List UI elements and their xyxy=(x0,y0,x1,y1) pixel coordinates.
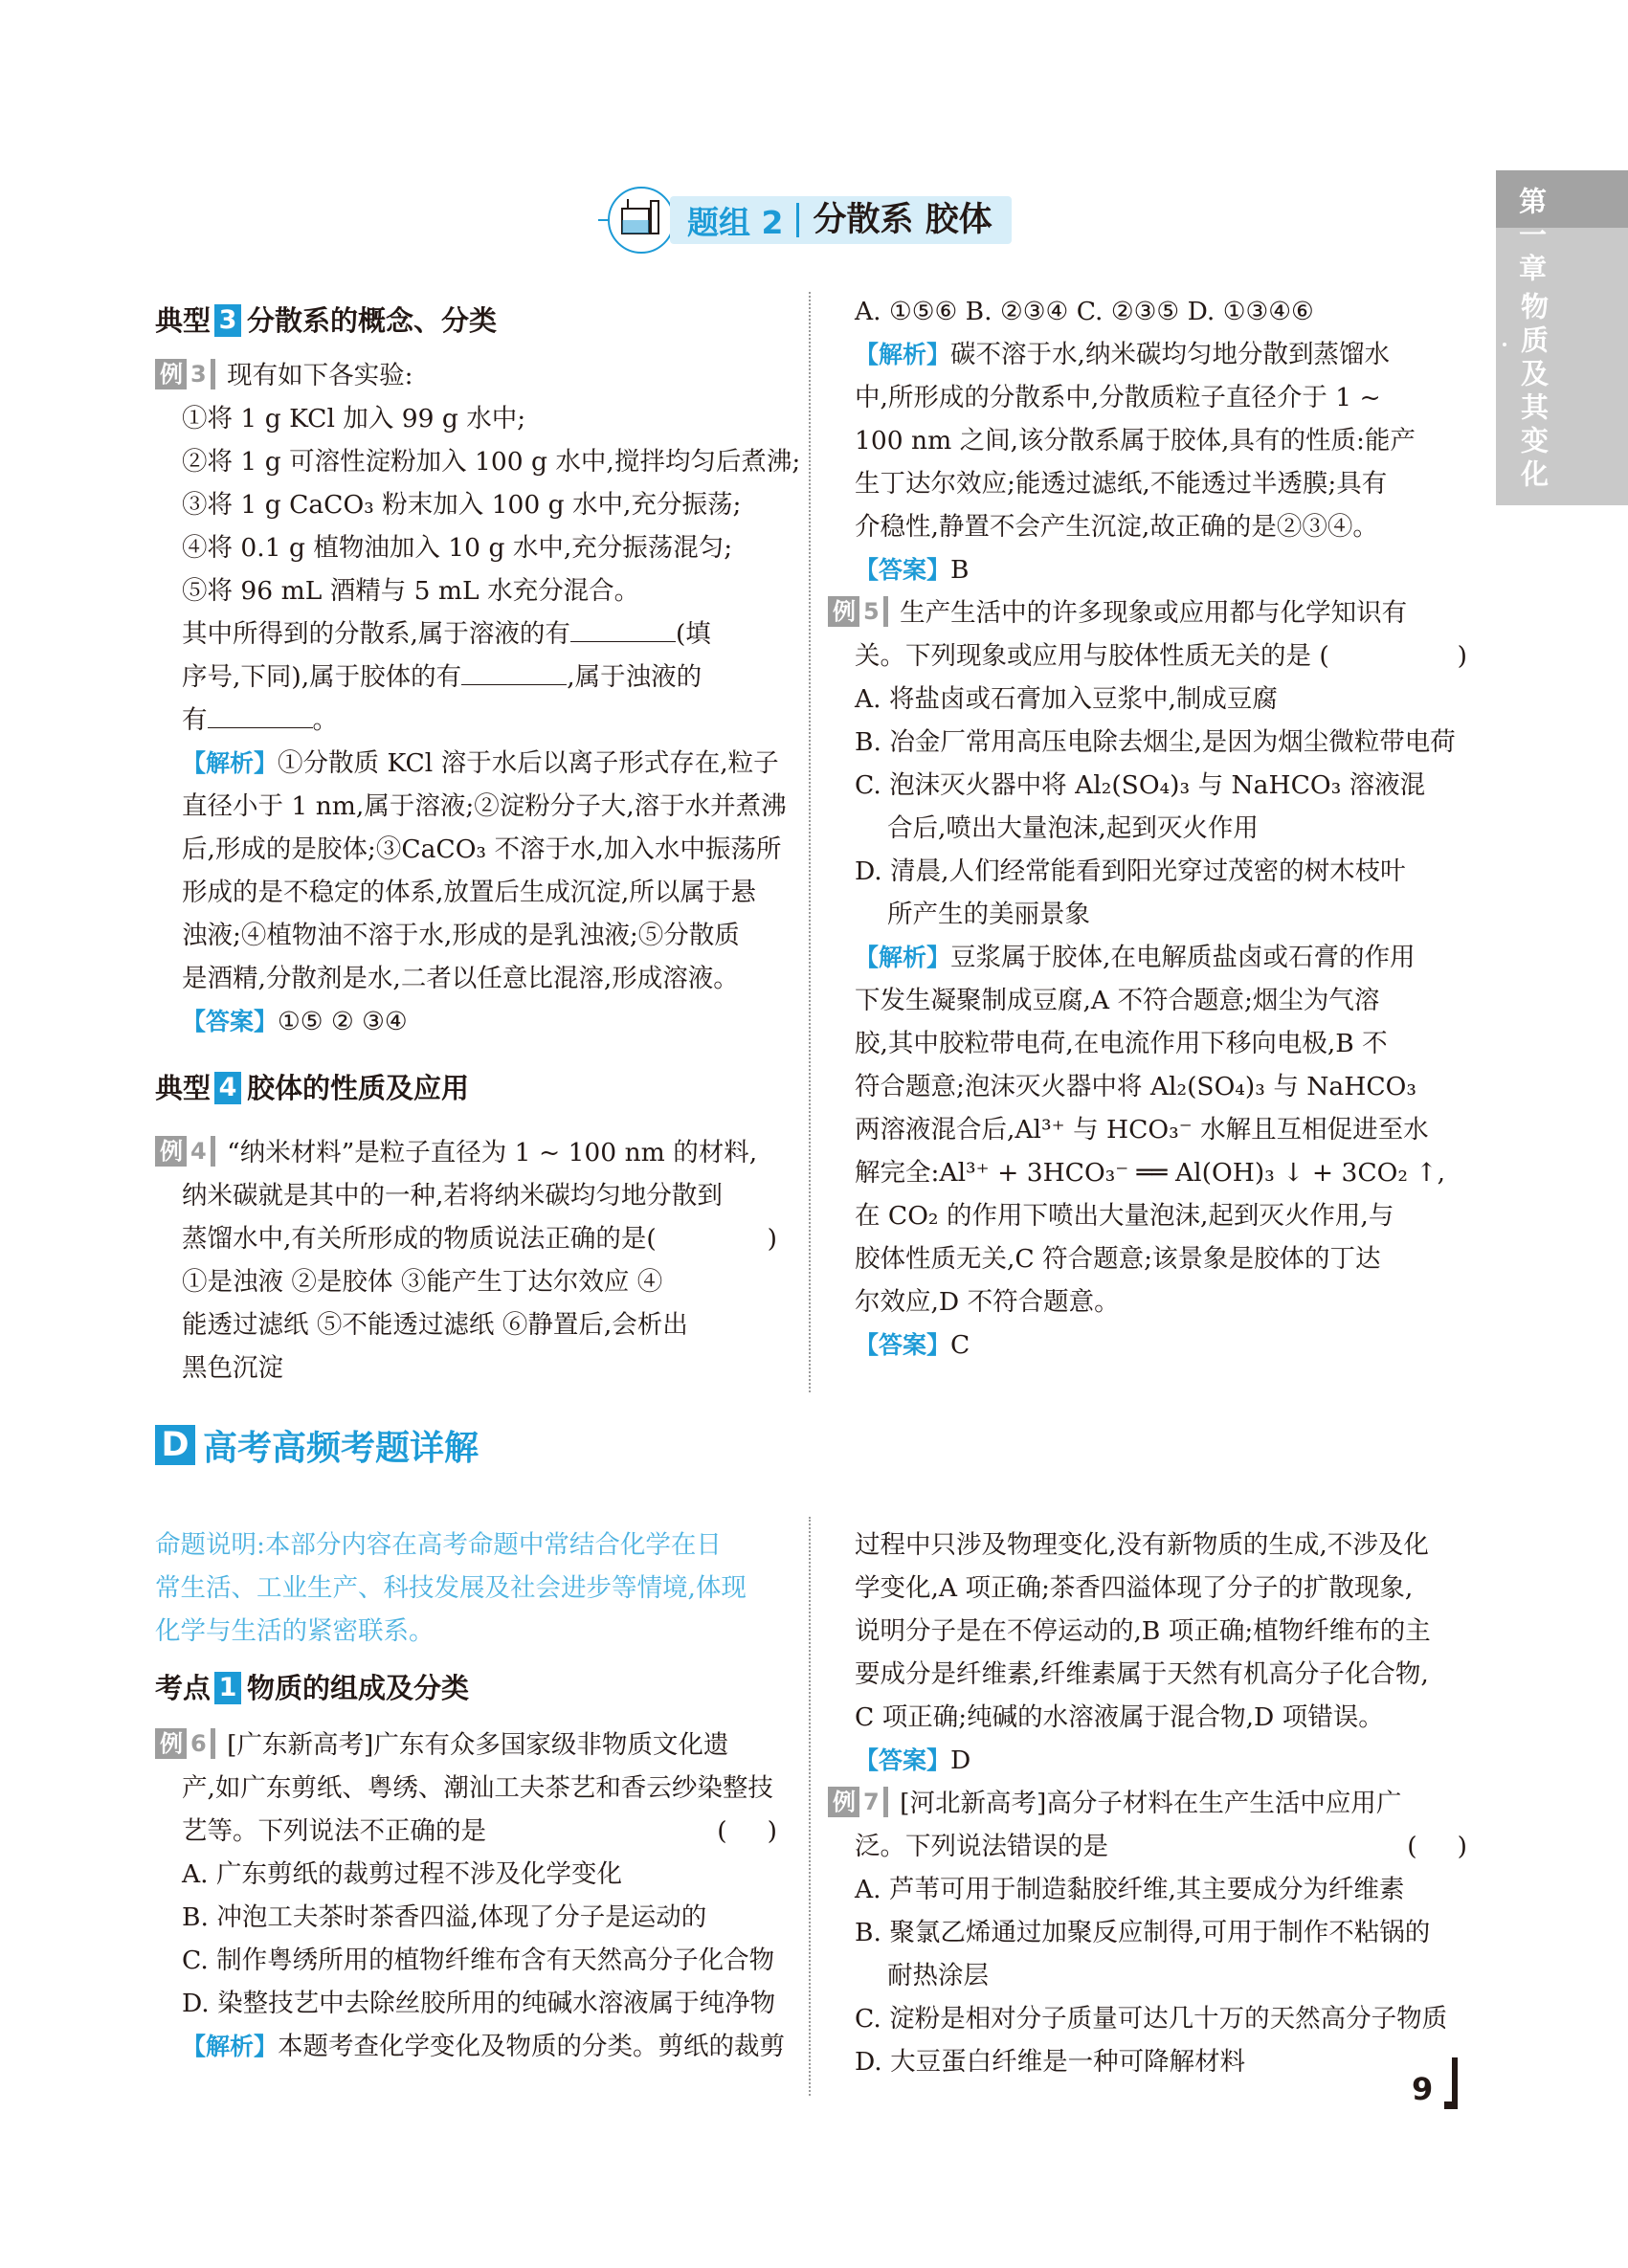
example-5-option: B. 冶金厂常用高压电除去烟尘,是因为烟尘微粒带电荷 xyxy=(855,727,1456,757)
point-title: 物质的组成及分类 xyxy=(247,1671,470,1704)
example-4-options: A. ①⑤⑥ B. ②③④ C. ②③⑤ D. ①③④⑥ xyxy=(855,297,1314,326)
note-line: 命题说明:本部分内容在高考命题中常结合化学在日 xyxy=(155,1530,722,1560)
example-4-line: 黑色沉淀 xyxy=(182,1353,283,1383)
analysis-line: 解完全:Al³⁺ + 3HCO₃⁻ ══ Al(OH)₃ ↓ + 3CO₂ ↑, xyxy=(855,1158,1446,1188)
chapter-title: 物质及其变化 xyxy=(1517,292,1550,493)
example-7-option: C. 淀粉是相对分子质量可达几十万的天然高分子物质 xyxy=(855,2004,1448,2034)
example-4-intro: 例 4 “纳米材料”是粒子直径为 1 ~ 100 nm 的材料, xyxy=(155,1131,787,1174)
typical-4-heading xyxy=(155,1064,787,1112)
note-line: 常生活、工业生产、科技发展及社会进步等情境,体现 xyxy=(155,1573,747,1603)
analysis-line: C 项正确;纯碱的水溶液属于混合物,D 项错误。 xyxy=(855,1702,1384,1732)
example-3-intro xyxy=(155,354,787,397)
section-d-heading xyxy=(155,1416,479,1474)
analysis-line: 过程中只涉及物理变化,没有新物质的生成,不涉及化 xyxy=(855,1530,1429,1560)
side-tab-dot xyxy=(1503,343,1506,346)
example-5-analysis: 【解析】豆浆属于胶体,在电解质盐卤或石膏的作用 xyxy=(855,943,1416,972)
analysis-line: 生丁达尔效应;能透过滤纸,不能透过半透膜;具有 xyxy=(855,469,1388,499)
analysis-line: 胶,其中胶粒带电荷,在电流作用下移向电极,B 不 xyxy=(855,1029,1388,1058)
example-7-option: A. 芦苇可用于制造黏胶纤维,其主要成分为纤维素 xyxy=(855,1875,1405,1904)
analysis-line: 介稳性,静置不会产生沉淀,故正确的是②③④。 xyxy=(855,512,1378,542)
point-1-heading xyxy=(155,1664,787,1712)
example-4-line: 能透过滤纸 ⑤不能透过滤纸 ⑥静置后,会析出 xyxy=(182,1310,688,1340)
analysis-line: 说明分子是在不停运动的,B 项正确;植物纤维布的主 xyxy=(855,1616,1431,1646)
example-7-option: 耐热涂层 xyxy=(887,1961,989,1990)
example-5-intro: 例 5 生产生活中的许多现象或应用都与化学知识有 xyxy=(828,591,1486,634)
example-5-option: D. 清晨,人们经常能看到阳光穿过茂密的树木枝叶 xyxy=(855,856,1406,886)
typical-3-heading xyxy=(155,297,787,345)
right-column-lower xyxy=(833,1523,1486,2083)
group-title: 分散系 胶体 xyxy=(796,203,992,237)
group-header xyxy=(579,182,1058,258)
analysis-line: 直径小于 1 nm,属于溶液;②淀粉分子大,溶于水并煮沸 xyxy=(182,791,787,821)
example-5-option: 合后,喷出大量泡沫,起到灭火作用 xyxy=(887,813,1259,843)
page-number-bar xyxy=(1452,2057,1458,2107)
example-4-line: ①是浊液 ②是胶体 ③能产生丁达尔效应 ④ xyxy=(182,1267,663,1297)
example-3-question: 有 。 xyxy=(182,705,338,735)
example-6-option: B. 冲泡工夫茶时茶香四溢,体现了分子是运动的 xyxy=(182,1902,707,1932)
example-3-analysis: 【解析】①分散质 KCl 溶于水后以离子形式存在,粒子 xyxy=(182,748,779,778)
typical-prefix: 典型 xyxy=(155,1071,212,1104)
example-tag: 例 3 xyxy=(155,359,215,389)
point-prefix: 考点 xyxy=(155,1671,212,1704)
typical-prefix: 典型 xyxy=(155,303,212,337)
example-5-option: 所产生的美丽景象 xyxy=(887,900,1090,929)
example-6-option: C. 制作粤绣所用的植物纤维布含有天然高分子化合物 xyxy=(182,1946,775,1975)
note-line: 化学与生活的紧密联系。 xyxy=(155,1616,435,1646)
analysis-line: 尔效应,D 不符合题意。 xyxy=(855,1287,1120,1317)
example-3-item: ②将 1 g 可溶性淀粉加入 100 g 水中,搅拌均匀后煮沸; xyxy=(182,447,801,477)
group-title-badge xyxy=(670,196,1012,244)
example-5-option: A. 将盐卤或石膏加入豆浆中,制成豆腐 xyxy=(855,684,1278,714)
section-title: 高考高频考题详解 xyxy=(203,1428,479,1468)
right-column xyxy=(833,290,1486,1367)
example-3-line: 现有如下各实验: xyxy=(227,361,413,390)
analysis-line: 后,形成的是胶体;③CaCO₃ 不溶于水,加入水中振荡所 xyxy=(182,834,782,864)
example-6-line: 产,如广东剪纸、粤绣、潮汕工夫茶艺和香云纱染整技 xyxy=(182,1773,773,1803)
analysis-line: 是酒精,分散剂是水,二者以任意比混溶,形成溶液。 xyxy=(182,964,739,993)
example-tag: 例 6 xyxy=(155,1728,215,1759)
example-7-line: 泛。下列说法错误的是 ( ) xyxy=(855,1832,1467,1861)
example-7-intro: 例 7 [河北新高考]高分子材料在生产生活中应用广 xyxy=(828,1782,1486,1825)
example-6-line: 艺等。下列说法不正确的是 ( ) xyxy=(182,1816,777,1846)
example-6-answer: 【答案】D xyxy=(855,1745,971,1775)
page-number-mark xyxy=(1444,2101,1458,2109)
example-7-option: D. 大豆蛋白纤维是一种可降解材料 xyxy=(855,2047,1246,2077)
analysis-line: 学变化,A 项正确;茶香四溢体现了分子的扩散现象, xyxy=(855,1573,1414,1603)
analysis-line: 浊液;④植物油不溶于水,形成的是乳浊液;⑤分散质 xyxy=(182,921,740,950)
analysis-line: 下发生凝聚制成豆腐,A 不符合题意;烟尘为气溶 xyxy=(855,986,1380,1015)
example-7-option: B. 聚氯乙烯通过加聚反应制得,可用于制作不粘锅的 xyxy=(855,1918,1431,1947)
analysis-line: 两溶液混合后,Al³⁺ 与 HCO₃⁻ 水解且互相促进至水 xyxy=(855,1115,1429,1145)
analysis-line: 在 CO₂ 的作用下喷出大量泡沫,起到灭火作用,与 xyxy=(855,1201,1394,1231)
column-divider xyxy=(809,1517,811,2096)
chapter-label: 第一章 xyxy=(1515,187,1548,287)
page-number: 9 xyxy=(1412,2071,1434,2107)
point-number: 1 xyxy=(214,1672,241,1704)
section-badge: D xyxy=(155,1425,195,1465)
typical-number: 4 xyxy=(214,1072,241,1104)
example-4-analysis: 【解析】碳不溶于水,纳米碳均匀地分散到蒸馏水 xyxy=(855,340,1390,369)
example-6-option: D. 染整技艺中去除丝胶所用的纯碱水溶液属于纯净物 xyxy=(182,1989,776,2018)
example-5-option: C. 泡沫灭火器中将 Al₂(SO₄)₃ 与 NaHCO₃ 溶液混 xyxy=(855,770,1426,800)
example-3-question: 序号,下同),属于胶体的有 ,属于浊液的 xyxy=(182,662,702,692)
analysis-line: 形成的是不稳定的体系,放置后生成沉淀,所以属于悬 xyxy=(182,878,756,907)
typical-title: 胶体的性质及应用 xyxy=(247,1071,470,1104)
example-3-item: ③将 1 g CaCO₃ 粉末加入 100 g 水中,充分振荡; xyxy=(182,490,742,520)
group-label: 题组 2 xyxy=(687,203,784,241)
left-column-lower xyxy=(155,1523,787,2068)
example-tag: 例 7 xyxy=(828,1787,888,1817)
analysis-line: 100 nm 之间,该分散系属于胶体,具有的性质:能产 xyxy=(855,426,1416,456)
column-divider xyxy=(809,292,811,1392)
example-tag: 例 5 xyxy=(828,596,888,627)
analysis-line: 符合题意;泡沫灭火器中将 Al₂(SO₄)₃ 与 NaHCO₃ xyxy=(855,1072,1416,1101)
example-3-question: 其中所得到的分散系,属于溶液的有 (填 xyxy=(182,619,711,649)
example-3-item: ④将 0.1 g 植物油加入 10 g 水中,充分振荡混匀; xyxy=(182,533,733,563)
example-4-answer: 【答案】B xyxy=(855,555,970,585)
example-4-line: 纳米碳就是其中的一种,若将纳米碳均匀地分散到 xyxy=(182,1181,723,1211)
typical-number: 3 xyxy=(214,304,241,337)
lab-flask-icon xyxy=(593,182,680,258)
analysis-line: 中,所形成的分散系中,分散质粒子直径介于 1 ~ xyxy=(855,383,1381,412)
example-4-line: 蒸馏水中,有关所形成的物质说法正确的是( ) xyxy=(182,1224,777,1254)
left-column xyxy=(155,297,801,1390)
example-tag: 例 4 xyxy=(155,1136,215,1167)
example-3-item: ⑤将 96 mL 酒精与 5 mL 水充分混合。 xyxy=(182,576,640,606)
example-5-answer: 【答案】C xyxy=(855,1330,970,1360)
analysis-line: 要成分是纤维素,纤维素属于天然有机高分子化合物, xyxy=(855,1659,1429,1689)
example-6-analysis: 【解析】本题考查化学变化及物质的分类。剪纸的裁剪 xyxy=(182,2032,786,2061)
example-6-intro: 例 6 [广东新高考]广东有众多国家级非物质文化遗 xyxy=(155,1723,787,1767)
example-3-item: ①将 1 g KCl 加入 99 g 水中; xyxy=(182,404,526,434)
example-3-answer: 【答案】①⑤ ② ③④ xyxy=(182,1007,408,1036)
example-5-line: 关。下列现象或应用与胶体性质无关的是 ( ) xyxy=(855,641,1467,671)
analysis-line: 胶体性质无关,C 符合题意;该景象是胶体的丁达 xyxy=(855,1244,1381,1274)
example-6-option: A. 广东剪纸的裁剪过程不涉及化学变化 xyxy=(182,1859,622,1889)
typical-title: 分散系的概念、分类 xyxy=(247,303,498,337)
